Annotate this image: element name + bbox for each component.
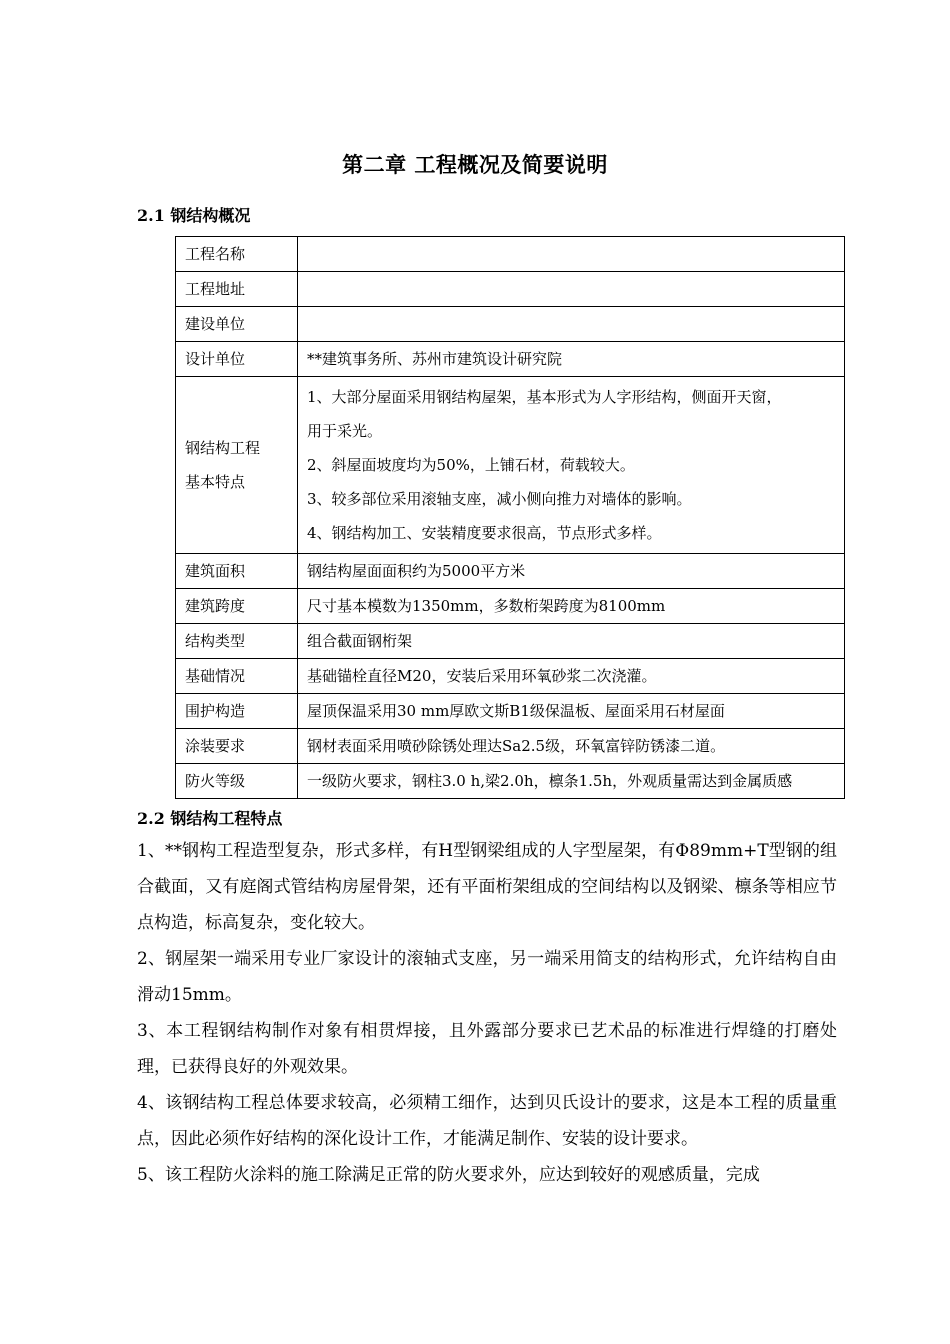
row-value: 组合截面钢桁架 [298, 624, 845, 659]
row-value [298, 237, 845, 272]
row-label: 设计单位 [176, 342, 298, 377]
row-value: 钢结构屋面面积约为5000平方米 [298, 554, 845, 589]
chapter-title: 第二章 工程概况及简要说明 [342, 152, 608, 177]
row-value: **建筑事务所、苏州市建筑设计研究院 [298, 342, 845, 377]
row-value: 钢材表面采用喷砂除锈处理达Sa2.5级，环氧富锌防锈漆二道。 [298, 729, 845, 764]
table-row [176, 237, 845, 272]
paragraph: 2、钢屋架一端采用专业厂家设计的滚轴式支座，另一端采用简支的结构形式，允许结构自由滑动15mm。 [137, 949, 837, 1005]
table-row [176, 307, 845, 342]
table-row [176, 659, 845, 694]
table-row [176, 589, 845, 624]
row-label: 基础情况 [176, 659, 298, 694]
row-value: 屋顶保温采用30 mm厚欧文斯B1级保温板、屋面采用石材屋面 [298, 694, 845, 729]
row-label: 工程地址 [176, 272, 298, 307]
table-row [176, 624, 845, 659]
row-label: 建筑跨度 [176, 589, 298, 624]
feature-item: 用于采光。 [307, 422, 383, 440]
row-label: 围护构造 [176, 694, 298, 729]
row-value: 尺寸基本模数为1350mm，多数桁架跨度为8100mm [298, 589, 845, 624]
table-row [176, 694, 845, 729]
row-label: 工程名称 [176, 237, 298, 272]
table-row-features [176, 377, 845, 554]
row-label: 结构类型 [176, 624, 298, 659]
row-label: 建设单位 [176, 307, 298, 342]
feature-item: 4、钢结构加工、安装精度要求很高，节点形式多样。 [307, 524, 662, 542]
row-label: 涂装要求 [176, 729, 298, 764]
row-label [176, 377, 298, 554]
table-row [176, 764, 845, 799]
table-row [176, 554, 845, 589]
body-text [137, 833, 837, 1193]
features-label-line: 基本特点 [185, 473, 246, 491]
table-row [176, 729, 845, 764]
paragraph: 5、该工程防火涂料的施工除满足正常的防火要求外，应达到较好的观感质量，完成 [137, 1165, 760, 1185]
row-value [298, 272, 845, 307]
feature-item: 1、大部分屋面采用钢结构屋架，基本形式为人字形结构，侧面开天窗， [307, 388, 782, 406]
section-heading-2-2: 2.2 钢结构工程特点 [137, 809, 283, 828]
row-label: 建筑面积 [176, 554, 298, 589]
project-overview-table [175, 236, 845, 799]
row-value [298, 307, 845, 342]
table-row [176, 342, 845, 377]
row-value: 基础锚栓直径M20，安装后采用环氧砂浆二次浇灌。 [298, 659, 845, 694]
feature-item: 2、斜屋面坡度均为50%，上铺石材，荷载较大。 [307, 456, 635, 474]
row-value: 一级防火要求，钢柱3.0 h,梁2.0h，檩条1.5h，外观质量需达到金属质感 [298, 764, 845, 799]
paragraph: 1、**钢构工程造型复杂，形式多样，有H型钢梁组成的人字型屋架，有Φ89mm+T型钢的组合截面，又有庭阁式管结构房屋骨架，还有平面桁架组成的空间结构以及钢梁、檩条等相应节点构造，标高复杂，变化较大。 [137, 841, 837, 933]
paragraph: 4、该钢结构工程总体要求较高，必须精工细作，达到贝氏设计的要求，这是本工程的质量重点，因此必须作好结构的深化设计工作，才能满足制作、安装的设计要求。 [137, 1093, 837, 1149]
row-value [298, 377, 845, 554]
section-heading-2-1: 2.1 钢结构概况 [137, 206, 251, 225]
paragraph: 3、本工程钢结构制作对象有相贯焊接，且外露部分要求已艺术品的标准进行焊缝的打磨处理，已获得良好的外观效果。 [137, 1021, 837, 1077]
features-label-line: 钢结构工程 [185, 439, 261, 457]
row-label: 防火等级 [176, 764, 298, 799]
table-row [176, 272, 845, 307]
feature-item: 3、较多部位采用滚轴支座，减小侧向推力对墙体的影响。 [307, 490, 692, 508]
